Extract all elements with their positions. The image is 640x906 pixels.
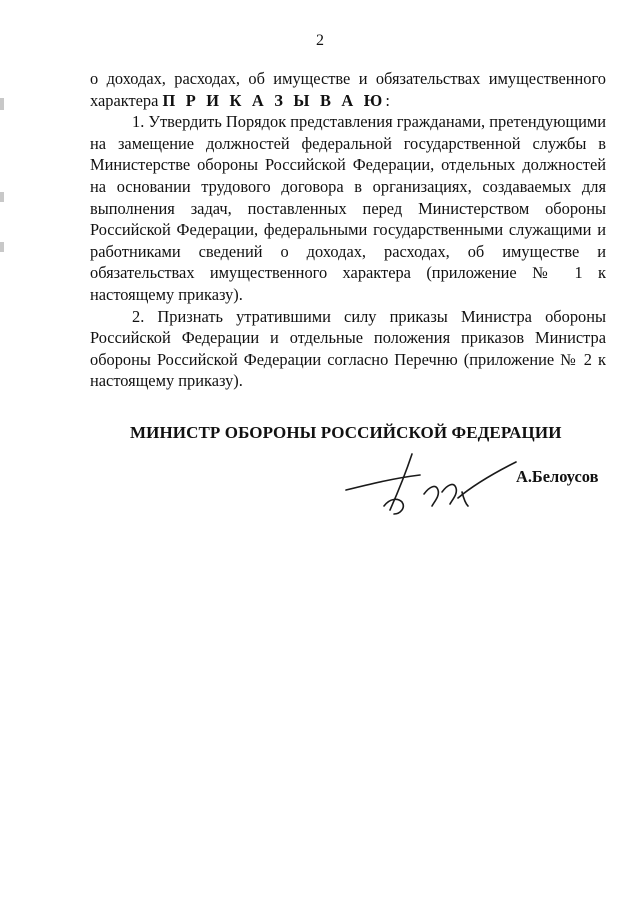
order-keyword: П Р И К А З Ы В А Ю bbox=[162, 90, 386, 110]
order-colon: : bbox=[385, 90, 390, 110]
order-line bbox=[90, 90, 606, 112]
minister-title: МИНИСТР ОБОРОНЫ РОССИЙСКОЙ ФЕДЕРАЦИИ bbox=[130, 423, 562, 442]
scan-margin-mark bbox=[0, 192, 4, 202]
handwritten-signature bbox=[340, 448, 520, 528]
order-body bbox=[90, 68, 606, 392]
lead-line: о доходах, расходах, об имуществе и обязательствах имущественного bbox=[90, 69, 606, 88]
order-item-1: 1. Утвердить Порядок представления гражданами, претендующими на замещение должностей федеральной государственной службы в Министерстве обороны Российской Федерации, отдельных должностей на основании трудового договора в организациях, создаваемых для выполнения задач, поставленных перед Министерством обороны Российской Федерации, федеральными государственными служащими и работниками сведений о доходах, расходах, об имуществе и обязательствах имущественного характера (приложение № 1 к настоящему приказу). bbox=[90, 112, 606, 304]
scan-margin-mark bbox=[0, 98, 4, 110]
signer-name: А.Белоусов bbox=[516, 467, 599, 486]
scan-margin-mark bbox=[0, 242, 4, 252]
order-line-prefix: характера bbox=[90, 90, 163, 110]
order-item-2: 2. Признать утратившими силу приказы Министра обороны Российской Федерации и отдельные положения приказов Министра обороны Российской Федерации согласно Перечню (приложение № 2 к настоящему приказу). bbox=[90, 306, 606, 391]
page-number: 2 bbox=[316, 32, 324, 49]
